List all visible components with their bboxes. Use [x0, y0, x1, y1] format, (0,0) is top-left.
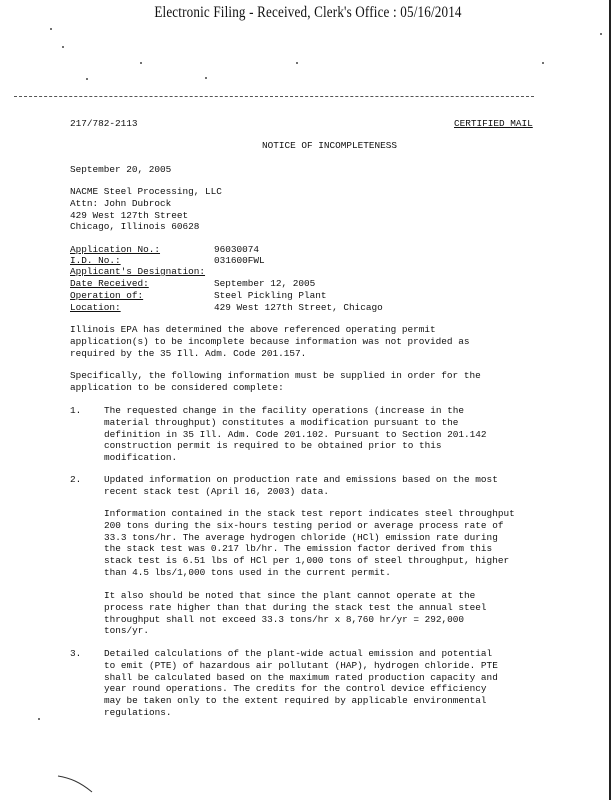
certified-mail-label: CERTIFIED MAIL: [454, 118, 533, 129]
text-line: construction permit is required to be obtained prior to this: [104, 440, 442, 452]
text-line: Information contained in the stack test report indicates steel throughput: [104, 508, 515, 519]
text-line: modification.: [104, 452, 178, 464]
scan-speck: [140, 62, 142, 64]
scan-speck: [50, 28, 52, 30]
recipient-street: 429 West 127th Street: [70, 209, 189, 221]
field-value: 031600FWL: [214, 255, 265, 266]
item-3-text: [104, 648, 498, 719]
letter-date: September 20, 2005: [70, 164, 172, 175]
scan-edge: [609, 0, 611, 800]
text-line: to emit (PTE) of hazardous air pollutant (HAP), hydrogen chloride. PTE: [104, 659, 498, 671]
scan-speck: [62, 46, 64, 48]
scan-speck: [542, 62, 544, 64]
field-value: September 12, 2005: [214, 278, 316, 289]
intro-paragraph: [70, 324, 469, 359]
text-line: throughput shall not exceed 33.3 tons/hr x 8,760 hr/yr = 292,000: [104, 613, 465, 625]
text-line: Specifically, the following information must be supplied in order for the: [70, 370, 481, 381]
field-label: Operation of:: [70, 290, 144, 301]
scan-speck: [86, 78, 88, 80]
field-value: Steel Pickling Plant: [214, 290, 327, 301]
item-2-paragraph-b: [104, 590, 487, 637]
text-line: material throughput) constitutes a modification pursuant to the: [104, 416, 459, 428]
text-line: than 4.5 lbs/1,000 tons used in the current permit.: [104, 566, 391, 578]
notice-title: NOTICE OF INCOMPLETENESS: [262, 140, 398, 151]
scan-speck: [38, 718, 40, 720]
text-line: 200 tons during the six-hours testing period or average process rate of: [104, 519, 504, 531]
field-value: 429 West 127th Street, Chicago: [214, 302, 383, 313]
text-line: tons/yr.: [104, 625, 150, 637]
field-label: Applicant's Designation:: [70, 266, 206, 277]
field-label: Location:: [70, 302, 121, 313]
text-line: may be taken only to the extent required by applicable environmental: [104, 695, 487, 707]
phone-number: 217/782-2113: [70, 118, 138, 129]
recipient-company: NACME Steel Processing, LLC: [70, 186, 222, 197]
text-line: 33.3 tons/hr. The average hydrogen chloride (HCl) emission rate during: [104, 531, 498, 543]
recipient-city: Chicago, Illinois 60628: [70, 221, 200, 233]
text-line: stack test is 6.51 lbs of HCl per 1,000 tons of steel throughput, higher: [104, 555, 510, 567]
text-line: The requested change in the facility operations (increase in the: [104, 405, 465, 416]
scan-mark: [56, 772, 96, 794]
text-line: Illinois EPA has determined the above referenced operating permit: [70, 324, 436, 335]
field-label: Date Received:: [70, 278, 149, 289]
item-2-paragraph-a: [104, 508, 515, 579]
field-value: 96030074: [214, 244, 260, 255]
text-line: Updated information on production rate and emissions based on the most: [104, 474, 498, 485]
text-line: definition in 35 Ill. Adm. Code 201.102. Pursuant to Section 201.142: [104, 428, 487, 440]
scan-artifact-line: [14, 96, 534, 97]
text-line: Detailed calculations of the plant-wide actual emission and potential: [104, 648, 493, 659]
text-line: the stack test was 0.217 lb/hr. The emission factor derived from this: [104, 543, 493, 555]
filing-stamp: Electronic Filing - Received, Clerk's Office : 05/16/2014: [154, 4, 462, 21]
field-label: Application No.:: [70, 244, 161, 255]
text-line: It also should be noted that since the plant cannot operate at the: [104, 590, 476, 601]
scan-speck: [600, 33, 602, 35]
specifically-paragraph: [70, 370, 481, 394]
text-line: process rate higher than that during the stack test the annual steel: [104, 601, 487, 613]
item-number: 2.: [70, 474, 82, 485]
text-line: regulations.: [104, 706, 172, 718]
item-number: 1.: [70, 405, 82, 416]
item-number: 3.: [70, 648, 82, 659]
text-line: recent stack test (April 16, 2003) data.: [104, 485, 330, 497]
text-line: shall be calculated based on the maximum rated production capacity and: [104, 671, 498, 683]
text-line: application(s) to be incomplete because information was not provided as: [70, 335, 470, 347]
text-line: application to be considered complete:: [70, 381, 284, 393]
item-2-text: [104, 474, 498, 498]
text-line: year round operations. The credits for the control device efficiency: [104, 683, 487, 695]
field-label: I.D. No.:: [70, 255, 121, 266]
item-1-text: [104, 405, 487, 464]
scan-speck: [296, 62, 298, 64]
recipient-address: [70, 186, 222, 233]
scan-speck: [205, 77, 207, 79]
recipient-attn: Attn: John Dubrock: [70, 197, 172, 209]
text-line: required by the 35 Ill. Adm. Code 201.157.: [70, 347, 307, 359]
